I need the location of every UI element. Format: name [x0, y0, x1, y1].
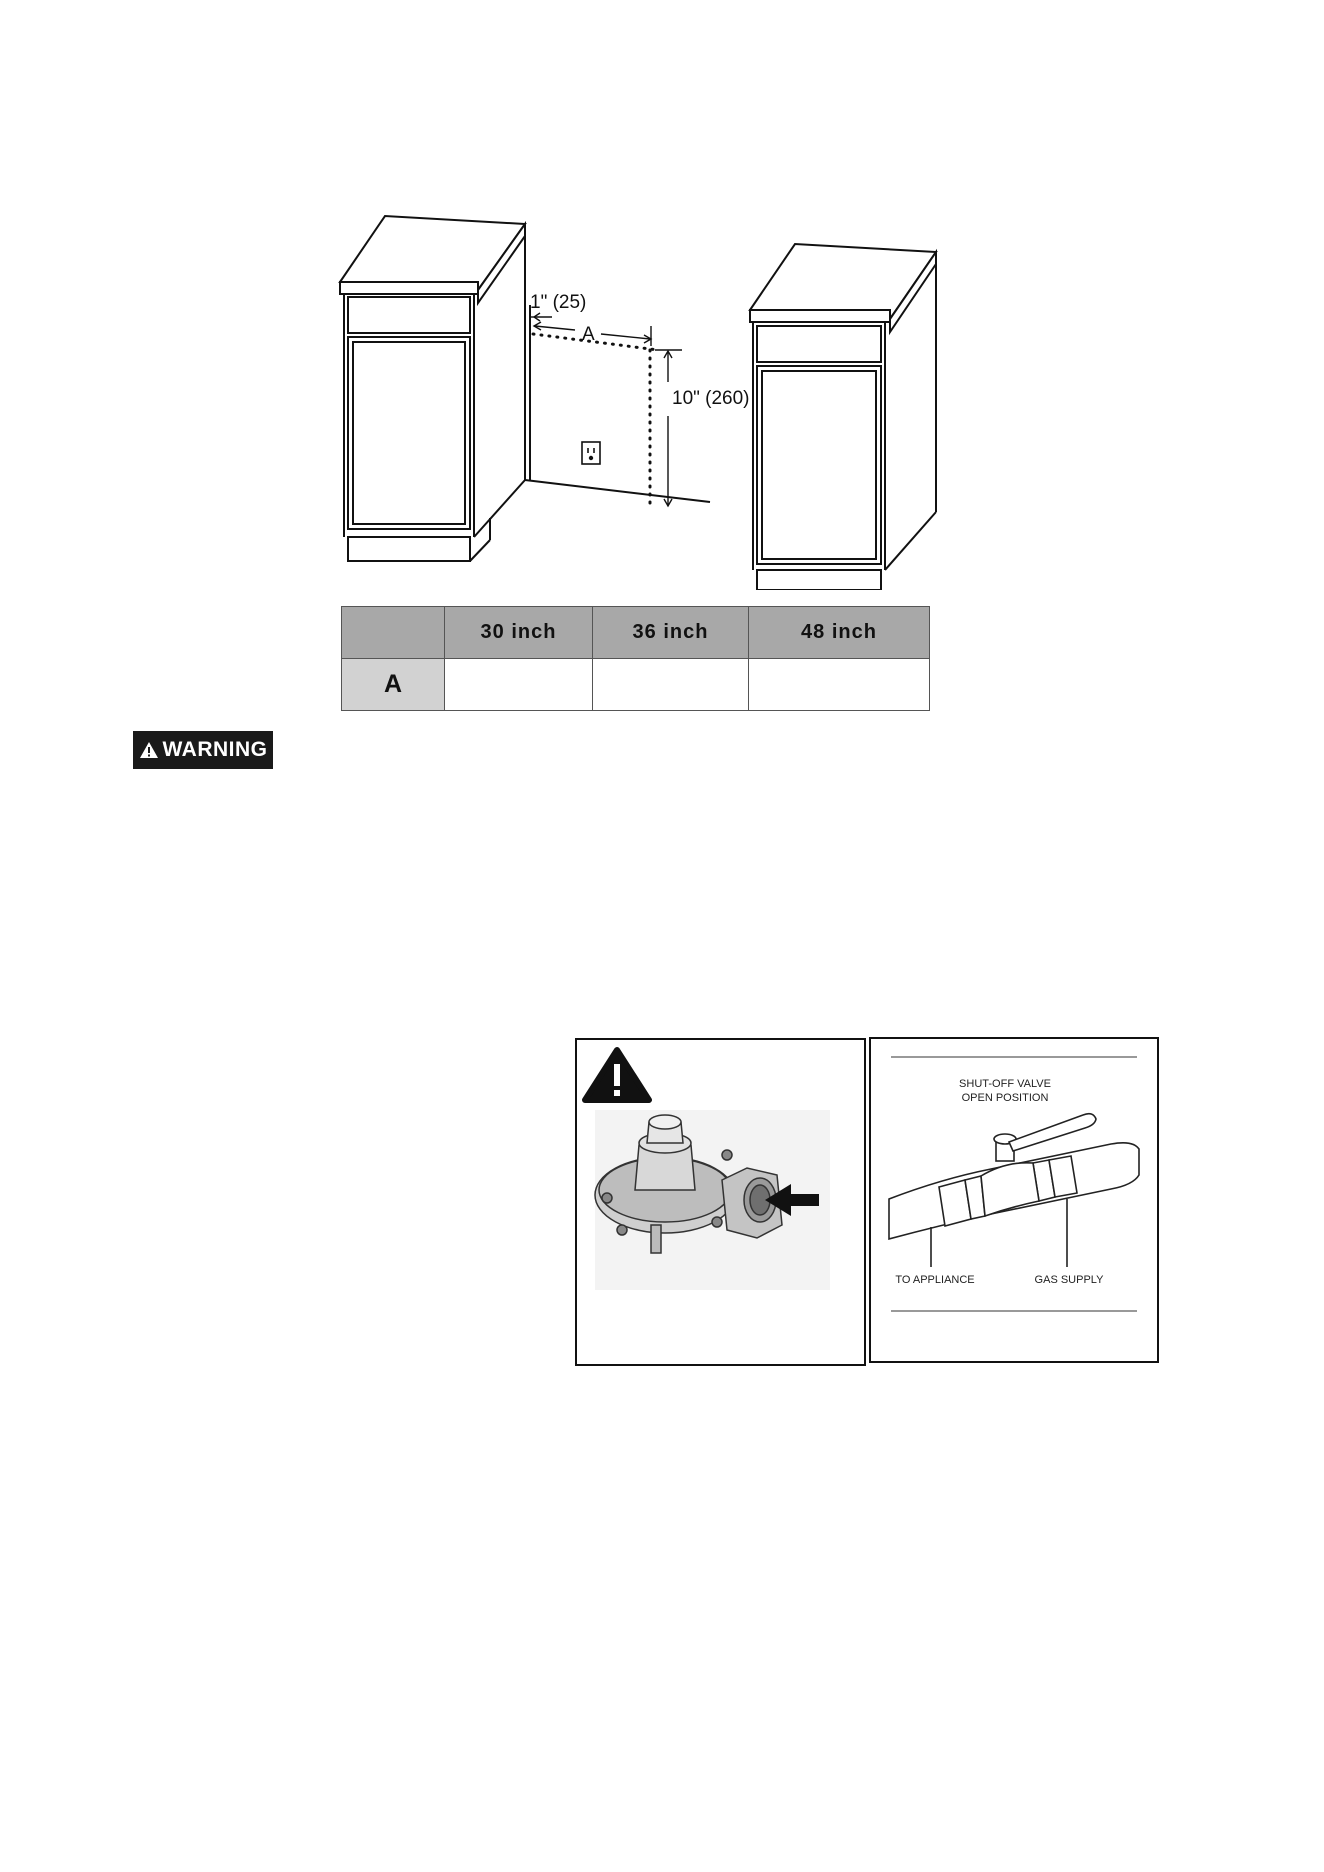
side-gap-label: 1" (25): [530, 292, 587, 313]
height-label: 10" (260): [672, 388, 750, 409]
table-cell: [445, 659, 593, 711]
table-header-blank: [342, 607, 445, 659]
cabinet-installation-diagram: [320, 200, 960, 590]
right-cabinet: [750, 244, 936, 590]
warning-label: WARNING: [162, 738, 268, 761]
table-header-30: 30 inch: [445, 607, 593, 659]
valve-title-line1: SHUT-OFF VALVE: [959, 1078, 1051, 1090]
side-gap-dimension: [530, 313, 552, 321]
regulator-figure-panel: [575, 1038, 866, 1366]
warning-badge: [133, 731, 273, 769]
caution-triangle-icon: [585, 1050, 649, 1100]
height-dimension: [655, 350, 682, 506]
valve-title-line2: OPEN POSITION: [961, 1092, 1049, 1104]
electrical-outlet-icon: [582, 442, 600, 464]
table-header-48: 48 inch: [749, 607, 930, 659]
shutoff-valve-figure-panel: [869, 1037, 1159, 1363]
shutoff-valve-drawing: [889, 1114, 1139, 1267]
width-label-a: A: [582, 324, 595, 345]
dimension-table: [341, 606, 930, 711]
table-row-label: A: [342, 659, 445, 711]
table-header-row: [342, 607, 930, 659]
warning-triangle-icon: [139, 741, 159, 759]
outlet-zone-dotted: [533, 334, 658, 506]
table-cell: [749, 659, 930, 711]
label-to-appliance: TO APPLIANCE: [895, 1274, 975, 1286]
table-row: [342, 659, 930, 711]
left-cabinet: [340, 216, 525, 561]
table-cell: [593, 659, 749, 711]
table-header-36: 36 inch: [593, 607, 749, 659]
label-gas-supply: GAS SUPPLY: [1034, 1274, 1104, 1286]
